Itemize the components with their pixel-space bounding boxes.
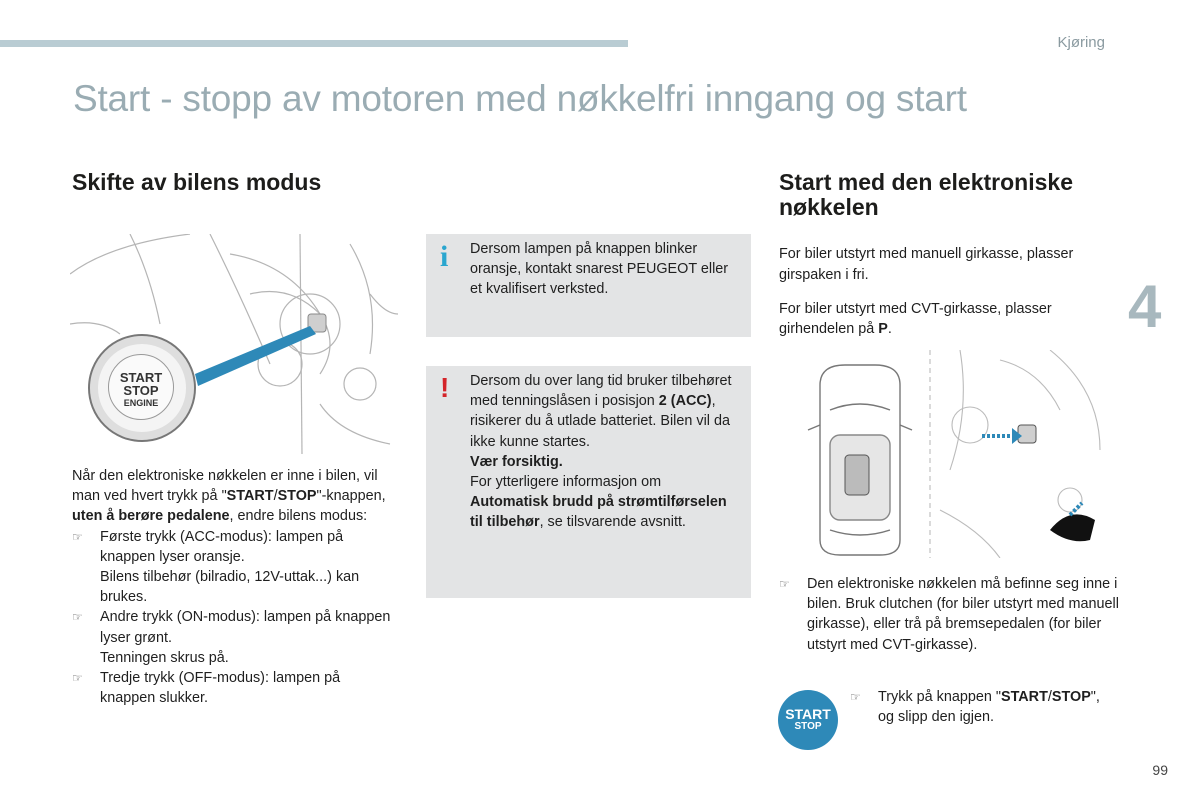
left-body	[72, 466, 392, 708]
left-intro: Når den elektroniske nøkkelen er inne i bilen, vil man ved hvert trykk på "START/STOP"-knappen, uten å berøre pedalene, endre bilens modus:	[72, 468, 386, 525]
list-item: ☞ Andre trykk (ON-modus): lampen på knappen lyser grønt.	[72, 609, 391, 646]
chapter-number: 4	[1128, 273, 1162, 340]
button-label-engine: ENGINE	[123, 398, 159, 408]
car-key-illustration	[800, 350, 1106, 558]
section-label: Kjøring	[1057, 34, 1105, 51]
button-label-start: START	[119, 370, 163, 385]
list-item: ☞ Tredje trykk (OFF-modus): lampen på knappen slukker.	[72, 670, 341, 707]
list-item-sub: Bilens tilbehør (bilradio, 12V-uttak...) kan brukes.	[100, 569, 360, 606]
start-stop-button-icon: START STOP	[778, 690, 838, 750]
warning-box	[426, 366, 751, 598]
right-intro	[779, 230, 1099, 354]
left-heading: Skifte av bilens modus	[72, 169, 322, 195]
page-number: 99	[1152, 762, 1168, 778]
cvt-gearbox-text: For biler utstyrt med CVT-girkasse, plasser girhendelen på P.	[779, 301, 1052, 338]
key-inside-instruction: ☞ Den elektroniske nøkkelen må befinne seg inne i bilen. Bruk clutchen (for biler utstyrt med manuell girkasse), eller trå på bremsepedalen (for biler utstyrt med CVT-girkasse).	[779, 576, 1119, 653]
header-bar	[0, 40, 628, 47]
right-heading: Start med den elektroniske nøkkelen	[779, 169, 1073, 220]
list-item-sub: Tenningen skrus på.	[100, 649, 229, 666]
info-text: Dersom lampen på knappen blinker oransje, kontakt snarest PEUGEOT eller et kvalifisert verksted.	[470, 241, 729, 298]
page-title: Start - stopp av motoren med nøkkelfri inngang og start	[73, 78, 967, 119]
press-start-instruction: ☞ Trykk på knappen "START/STOP", og slipp den igjen.	[850, 689, 1100, 726]
button-label-stop: STOP	[123, 383, 159, 398]
start-stop-engine-button-illustration	[88, 334, 196, 442]
warning-icon: !	[440, 372, 450, 403]
list-item: ☞ Første trykk (ACC-modus): lampen på knappen lyser oransje.	[72, 528, 344, 565]
manual-gearbox-text: For biler utstyrt med manuell girkasse, plasser girspaken i fri.	[779, 246, 1074, 283]
warning-text: Dersom du over lang tid bruker tilbehøret med tenningslåsen i posisjon 2 (ACC), risikerer du å utlade batteriet. Bilen vil da ikke kunne startes. Vær forsiktig. For ytterligere informasjon om Automatisk brudd på strømtilførselen til tilbehør, se tilsvarende avsnitt.	[470, 373, 732, 531]
info-box	[426, 234, 751, 337]
info-icon: i	[440, 240, 449, 273]
